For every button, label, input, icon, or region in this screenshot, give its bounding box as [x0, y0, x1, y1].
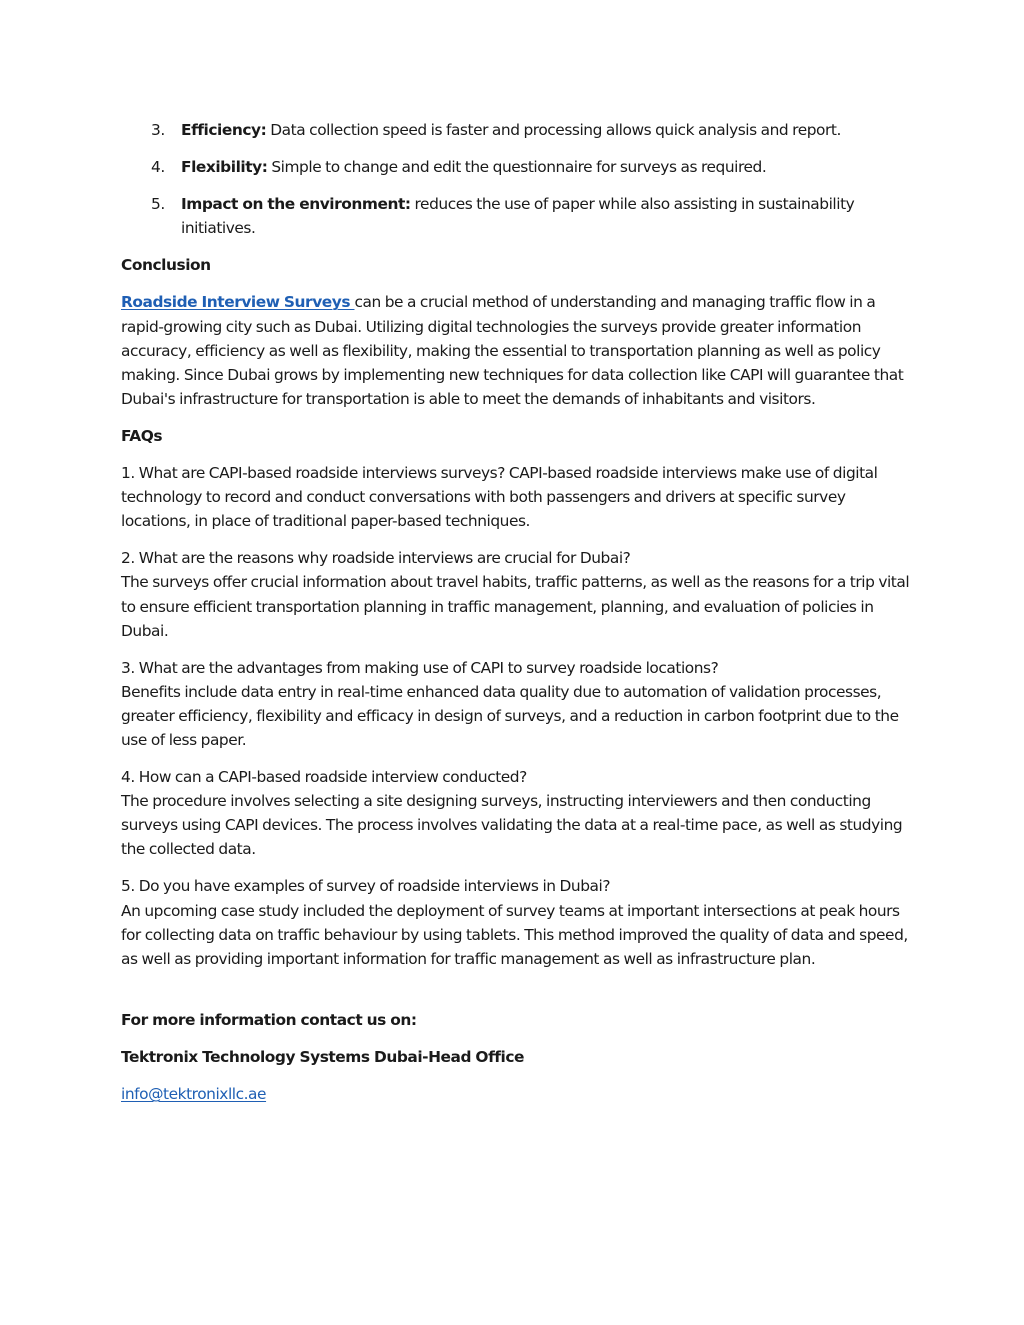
company-name: Tektronix Technology Systems Dubai-Head Office: [121, 1047, 525, 1066]
faq-2: [121, 546, 911, 642]
list-item-label: Flexibility:: [181, 158, 268, 177]
list-item-text: reduces the use of paper while also assisting in sustainability initiatives.: [181, 195, 855, 238]
list-number: 3.: [151, 121, 165, 139]
faq-4: [121, 765, 911, 861]
faq-question: 5. Do you have examples of survey of roadside interviews in Dubai?: [121, 877, 611, 896]
faq-question: 3. What are the advantages from making use of CAPI to survey roadside locations?: [121, 658, 719, 677]
roadside-interview-surveys-link[interactable]: Roadside Interview Surveys: [121, 293, 355, 312]
conclusion-body: can be a crucial method of understanding and managing traffic flow in a rapid-growing city such as Dubai. Utilizing digital technologies the surveys provide greater information accuracy, efficiency as well as flexibility, making the essential to transportation planning as well as policy making. Since Dubai grows by implementing new techniques for data collection like CAPI will guarantee that Dubai's infrastructure for transportation is able to meet the demands of inhabitants and visitors.: [121, 293, 904, 408]
faq-answer: The procedure involves selecting a site designing surveys, instructing interviewers and then conducting surveys using CAPI devices. The process involves validating the data at a real-time pace, as well as studying the collected data.: [121, 792, 903, 859]
faq-answer: An upcoming case study included the deployment of survey teams at important intersections at peak hours for collecting data on traffic behaviour by using tablets. This method improved the quality of data and speed, as well as providing important information for traffic management as well as infrastructure plan.: [121, 901, 908, 968]
faq-5: [121, 874, 911, 970]
faqs-heading: FAQs: [121, 426, 163, 445]
email-link[interactable]: info@tektronixllc.ae: [121, 1085, 267, 1103]
faq-answer: The surveys offer crucial information about travel habits, traffic patterns, as well as the reasons for a trip vital to ensure efficient transportation planning in traffic management, planning, and evaluation of policies in Dubai.: [121, 573, 910, 640]
list-item-text: Data collection speed is faster and processing allows quick analysis and report.: [266, 121, 841, 139]
list-number: 4.: [151, 158, 165, 177]
faq-answer: Benefits include data entry in real-time enhanced data quality due to automation of validation processes, greater efficiency, flexibility and efficacy in design of surveys, and a reduction in carbon footprint due to the use of less paper.: [121, 682, 899, 749]
list-item-label: Impact on the environment:: [181, 195, 411, 214]
spacer: [121, 984, 911, 1008]
list-item-text: Simple to change and edit the questionnaire for surveys as required.: [267, 158, 767, 177]
list-number: 5.: [151, 195, 165, 214]
faq-question: 4. How can a CAPI-based roadside interview conducted?: [121, 768, 527, 787]
faq-1: 1. What are CAPI-based roadside interviews surveys? CAPI-based roadside interviews make use of digital technology to record and conduct conversations with both passengers and drivers at specific survey locations, in place of traditional paper-based techniques.: [121, 464, 878, 531]
list-item-efficiency: [121, 118, 911, 142]
email-paragraph: [121, 1082, 911, 1106]
conclusion-heading: Conclusion: [121, 256, 211, 275]
faq-3: [121, 656, 911, 752]
list-item-label: Efficiency:: [181, 121, 267, 139]
list-item-flexibility: [121, 155, 911, 179]
document-page: [121, 118, 911, 1119]
contact-heading: For more information contact us on:: [121, 1010, 417, 1029]
list-item-environment: [121, 192, 911, 240]
conclusion-paragraph: [121, 290, 911, 410]
faq-question: 2. What are the reasons why roadside interviews are crucial for Dubai?: [121, 549, 631, 568]
